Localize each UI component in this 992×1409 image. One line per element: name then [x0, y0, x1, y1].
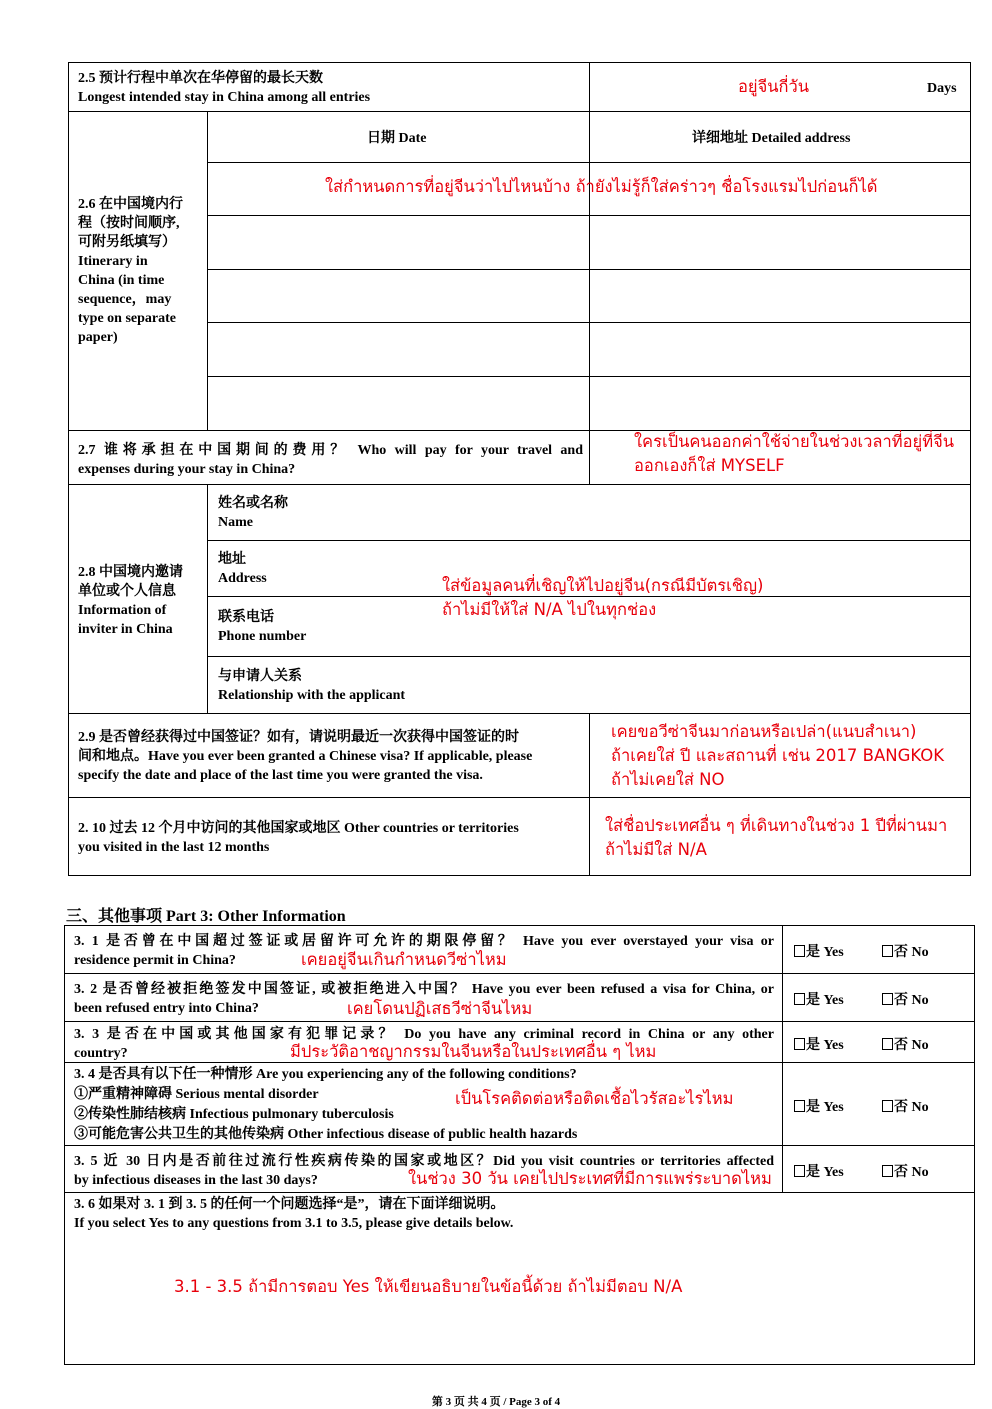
s2-9-note: [611, 720, 944, 792]
part3-title: 三、其他事项 Part 3: Other Information: [66, 908, 346, 925]
s2-10-note-line: ถ้าไม่มีใส่ N/A: [605, 840, 707, 859]
q3-4-line: ③可能危害公共卫生的其他传染病 Other infectious disease of public health hazards: [74, 1127, 578, 1142]
q3-1-line: 3. 1 是否曾在中国超过签证或居留许可允许的期限停留？ Have you ever overstayed your visa or: [74, 934, 774, 949]
field-label-cn: 联系电话: [218, 610, 274, 625]
q3-3-yes-checkbox[interactable]: [794, 1034, 844, 1054]
s2-5-note: อยู่จีนกี่วัน: [738, 77, 810, 96]
s2-6-label-line: type on separate: [78, 311, 176, 326]
s2-10-label-line: you visited in the last 12 months: [78, 840, 270, 855]
yes-label: 是 Yes: [806, 993, 844, 1008]
s2-7-label: [78, 441, 583, 479]
q3-5-line: by infectious diseases in the last 30 days?: [74, 1173, 318, 1188]
q3-2-note: เคยโดนปฏิเสธวีซ่าจีนไหม: [347, 999, 533, 1018]
q3-4-line: ①严重精神障碍 Serious mental disorder: [74, 1087, 319, 1102]
q3-2-line: been refused entry into China?: [74, 1001, 259, 1016]
field-label-en: Phone number: [218, 629, 307, 644]
q3-3-line: 3. 3 是否在中国或其他国家有犯罪记录？ Do you have any criminal record in China or any other: [74, 1027, 774, 1042]
q3-4-line: ②传染性肺结核病 Infectious pulmonary tuberculosis: [74, 1107, 394, 1122]
checkbox-icon: [794, 1038, 805, 1050]
s2-6-label-line: 程（按时间顺序,: [78, 216, 180, 231]
s2-6-header-date: 日期 Date: [367, 131, 427, 146]
s2-8-name-field[interactable]: [218, 494, 288, 532]
q3-6-label: [74, 1195, 954, 1233]
no-label: 否 No: [894, 945, 929, 960]
yes-label: 是 Yes: [806, 945, 844, 960]
s2-6-header-address: 详细地址 Detailed address: [692, 131, 851, 146]
s2-10-label-line: 2. 10 过去 12 个月中访问的其他国家或地区 Other countries or territories: [78, 821, 519, 836]
q3-2-yes-checkbox[interactable]: [794, 989, 844, 1009]
checkbox-icon: [794, 1165, 805, 1177]
s2-8-label-line: inviter in China: [78, 622, 173, 637]
q3-6-details-area[interactable]: [66, 1238, 972, 1362]
s2-10-note: [605, 814, 947, 862]
s2-8-note: [442, 574, 763, 622]
s2-7-note-line: ใครเป็นคนออกค่าใช้จ่ายในช่วงเวลาที่อยู่ที่จีน: [634, 432, 955, 451]
q3-1-note: เคยอยู่จีนเกินกำหนดวีซ่าไหม: [301, 950, 507, 969]
q3-5-note: ในช่วง 30 วัน เคยไปประเทศที่มีการแพร่ระบาดไหม: [408, 1169, 772, 1188]
s2-6-label-line: sequence，may: [78, 292, 172, 307]
checkbox-icon: [794, 993, 805, 1005]
s2-9-label-line: specify the date and place of the last time you were granted the visa.: [78, 768, 483, 783]
checkbox-icon: [794, 1100, 805, 1112]
s2-8-label-line: 2.8 中国境内邀请: [78, 565, 183, 580]
checkbox-icon: [882, 1100, 893, 1112]
s2-8-label-line: 单位或个人信息: [78, 584, 176, 599]
q3-6-note: 3.1 - 3.5 ถ้ามีการตอบ Yes ให้เขียนอธิบายในข้อนี้ด้วย ถ้าไม่มีตอบ N/A: [174, 1277, 683, 1296]
checkbox-icon: [882, 993, 893, 1005]
no-label: 否 No: [894, 1038, 929, 1053]
s2-5-days-input[interactable]: [592, 66, 722, 108]
s2-6-date-cells[interactable]: [209, 164, 588, 429]
s2-8-address-field[interactable]: [218, 550, 267, 588]
s2-8-phone-field[interactable]: [218, 608, 306, 646]
s2-6-label-line: 可附另纸填写）: [78, 235, 176, 250]
checkbox-icon: [882, 1165, 893, 1177]
s2-8-label: [78, 563, 183, 639]
s2-6-label: [78, 195, 183, 347]
q3-3-line: country?: [74, 1046, 128, 1061]
q3-5-no-checkbox[interactable]: [882, 1161, 929, 1181]
field-label-cn: 姓名或名称: [218, 496, 288, 511]
no-label: 否 No: [894, 1165, 929, 1180]
checkbox-icon: [882, 945, 893, 957]
q3-1-line: residence permit in China?: [74, 953, 236, 968]
s2-8-relationship-field[interactable]: [218, 667, 405, 705]
s2-9-label: [78, 728, 583, 785]
no-label: 否 No: [894, 1100, 929, 1115]
q3-4-no-checkbox[interactable]: [882, 1096, 929, 1116]
s2-9-note-line: ถ้าไม่เคยใส่ NO: [611, 770, 725, 789]
s2-8-note-line: ถ้าไม่มีให้ใส่ N/A ไปในทุกช่อง: [442, 600, 657, 619]
s2-5-label-cn: 2.5 预计行程中单次在华停留的最长天数: [78, 71, 323, 86]
field-label-cn: 地址: [218, 552, 246, 567]
field-label-en: Relationship with the applicant: [218, 688, 406, 703]
s2-8-note-line: ใส่ข้อมูลคนที่เชิญให้ไปอยู่จีน(กรณีมีบัตรเชิญ): [442, 576, 764, 595]
yes-label: 是 Yes: [806, 1038, 844, 1053]
s2-7-label-line: expenses during your stay in China?: [78, 462, 296, 477]
s2-5-days-unit: Days: [927, 81, 957, 96]
s2-7-note-line: ออกเองก็ใส่ MYSELF: [634, 456, 785, 475]
s2-10-note-line: ใส่ชื่อประเทศอื่น ๆ ที่เดินทางในช่วง 1 ปีที่ผ่านมา: [605, 816, 948, 835]
q3-3-note: มีประวัติอาชญากรรมในจีนหรือในประเทศอื่น ๆ ไหม: [290, 1042, 657, 1061]
q3-4-note: เป็นโรคติดต่อหรือติดเชื้อไวรัสอะไรไหม: [455, 1089, 734, 1108]
field-label-en: Name: [218, 515, 253, 530]
field-label-en: Address: [218, 571, 267, 586]
page-footer: 第 3 页 共 4 页 / Page 3 of 4: [431, 1396, 561, 1408]
checkbox-icon: [882, 1038, 893, 1050]
no-label: 否 No: [894, 993, 929, 1008]
q3-2-line: 3. 2 是否曾经被拒绝签发中国签证, 或被拒绝进入中国？ Have you ever been refused a visa for China, or: [74, 982, 774, 997]
s2-7-note: [634, 430, 954, 478]
q3-4-line: 3. 4 是否具有以下任一种情形 Are you experiencing any of the following conditions?: [74, 1067, 577, 1082]
s2-10-label: [78, 819, 583, 857]
s2-6-label-line: 2.6 在中国境内行: [78, 197, 183, 212]
s2-5-label-en: Longest intended stay in China among all entries: [78, 90, 371, 105]
s2-9-note-line: เคยขอวีซ่าจีนมาก่อนหรือเปล่า(แนบสำเนา): [611, 722, 917, 741]
s2-6-address-cells[interactable]: [591, 164, 969, 429]
s2-6-note: ใส่กำหนดการที่อยู่จีนว่าไปไหนบ้าง ถ้ายังไม่รู้ก็ใส่คร่าวๆ ชื่อโรงแรมไปก่อนก็ได้: [325, 177, 878, 196]
field-label-cn: 与申请人关系: [218, 669, 302, 684]
q3-5-yes-checkbox[interactable]: [794, 1161, 844, 1181]
s2-9-label-line: 2.9 是否曾经获得过中国签证？如有，请说明最近一次获得中国签证的时: [78, 730, 519, 745]
q3-4-yes-checkbox[interactable]: [794, 1096, 844, 1116]
q3-6-line: If you select Yes to any questions from 3.1 to 3.5, please give details below.: [74, 1216, 514, 1231]
yes-label: 是 Yes: [806, 1165, 844, 1180]
q3-2-no-checkbox[interactable]: [882, 989, 929, 1009]
s2-6-label-line: paper): [78, 330, 118, 345]
checkbox-icon: [794, 945, 805, 957]
s2-6-label-line: Itinerary in: [78, 254, 148, 269]
q3-5-line: 3. 5 近 30 日内是否前往过流行性疾病传染的国家或地区？Did you visit countries or territories affected: [74, 1154, 774, 1169]
s2-9-note-line: ถ้าเคยใส่ ปี และสถานที่ เช่น 2017 BANGKOK: [611, 746, 945, 765]
q3-1-yes-checkbox[interactable]: [794, 941, 844, 961]
q3-6-line: 3. 6 如果对 3. 1 到 3. 5 的任何一个问题选择“是”，请在下面详细说明。: [74, 1197, 505, 1212]
s2-9-label-line: 间和地点。Have you ever been granted a Chinese visa? If applicable, please: [78, 749, 533, 764]
yes-label: 是 Yes: [806, 1100, 844, 1115]
s2-7-label-line: 2.7 谁将承担在中国期间的费用？ Who will pay for your travel and: [78, 443, 583, 458]
q3-3-no-checkbox[interactable]: [882, 1034, 929, 1054]
s2-5-label: [78, 69, 370, 107]
s2-6-label-line: China (in time: [78, 273, 165, 288]
s2-8-label-line: Information of: [78, 603, 167, 618]
q3-1-no-checkbox[interactable]: [882, 941, 929, 961]
